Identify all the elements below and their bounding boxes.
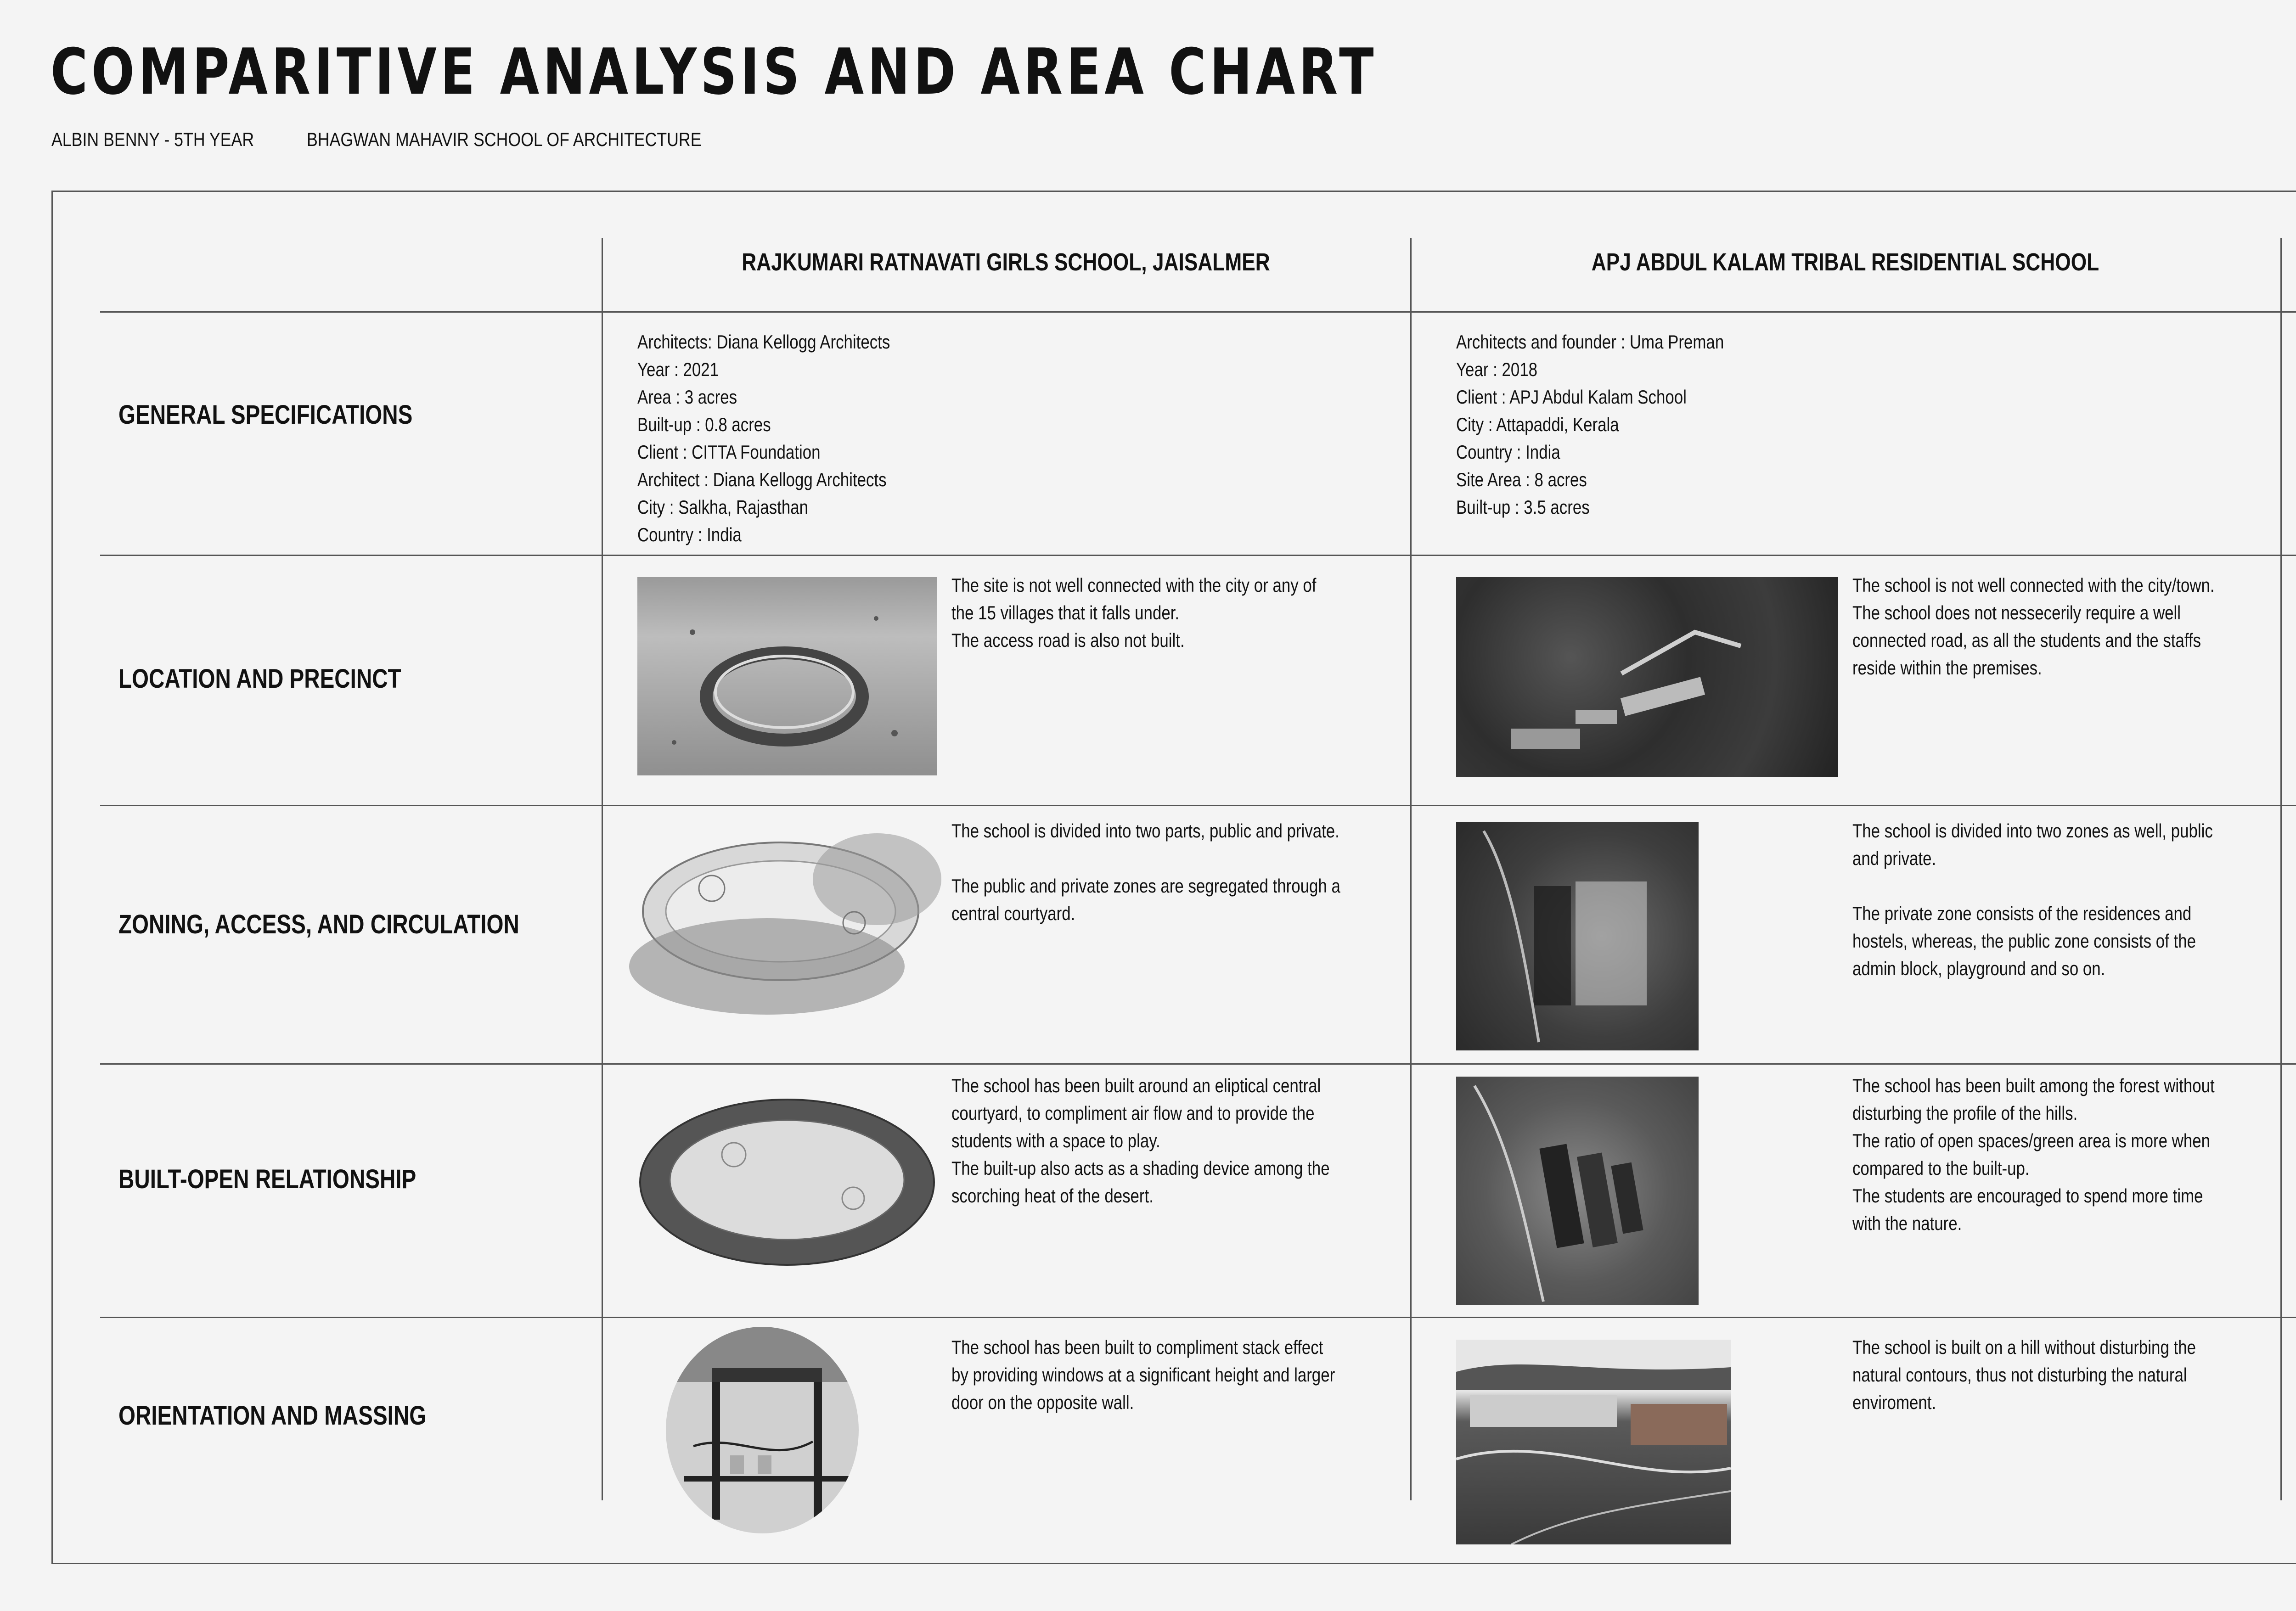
author-label: ALBIN BENNY - 5TH YEAR: [51, 129, 254, 150]
built-open-map-apj: [1456, 1077, 1699, 1305]
column-header-apj: APJ ABDUL KALAM TRIBAL RESIDENTIAL SCHOOL: [1591, 248, 2099, 276]
oval-building-icon: [637, 577, 937, 775]
row-divider: [100, 311, 2296, 313]
spec-apj: Architects and founder : Uma Preman Year : 2018 Client : APJ Abdul Kalam School City : Attapaddi, Kerala Country : India Site Area : 8 acres Built-up : 3.5 acres: [1456, 331, 1724, 518]
campus-blocks-icon: [1456, 1077, 1699, 1305]
row-label-general: GENERAL SPECIFICATIONS: [118, 400, 413, 430]
column-header-jaisalmer: RAJKUMARI RATNAVATI GIRLS SCHOOL, JAISALMER: [742, 248, 1270, 276]
hill-buildings-icon: [1456, 1340, 1731, 1544]
massing-photo-apj: [1456, 1340, 1731, 1544]
row-label-zoning: ZONING, ACCESS, AND CIRCULATION: [118, 909, 519, 939]
orientation-text-jaisalmer: The school has been built to compliment stack effect by providing windows at a significant height and larger door on the opposite wall.: [951, 1336, 1335, 1413]
column-divider: [602, 238, 603, 1500]
column-divider: [2280, 238, 2282, 1500]
courtyard-ellipse-icon: [637, 1081, 937, 1283]
row-divider: [100, 1063, 2296, 1065]
row-label-location: LOCATION AND PRECINCT: [118, 664, 401, 694]
stack-effect-section-icon: [666, 1327, 859, 1533]
orientation-text-apj: The school is built on a hill without disturbing the natural contours, thus not disturbing the natural enviroment.: [1852, 1336, 2196, 1413]
zoning-map-apj: [1456, 822, 1699, 1050]
site-aerial-photo-jaisalmer: [637, 577, 937, 775]
row-label-orientation: ORIENTATION AND MASSING: [118, 1401, 427, 1431]
site-aerial-photo-apj: [1456, 577, 1838, 777]
row-label-built-open: BUILT-OPEN RELATIONSHIP: [118, 1164, 416, 1194]
school-label: BHAGWAN MAHAVIR SCHOOL OF ARCHITECTURE: [307, 129, 702, 150]
built-open-diagram-jaisalmer: [637, 1081, 937, 1283]
zoning-ellipse-icon: [629, 820, 941, 1017]
row-divider: [100, 555, 2296, 556]
zoning-diagram-jaisalmer: [629, 820, 941, 1017]
built-open-text-apj: The school has been built among the forest without disturbing the profile of the hills. The ratio of open spaces/green area is more when compared to the built-up. The students are encouraged to spend more time with the nature.: [1852, 1075, 2215, 1234]
spec-jaisalmer: Architects: Diana Kellogg Architects Year : 2021 Area : 3 acres Built-up : 0.8 acres Client : CITTA Foundation Architect : Diana Kellogg Architects City : Salkha, Rajasthan Country : India: [637, 331, 890, 545]
row-divider: [100, 1317, 2296, 1318]
location-text-jaisalmer: The site is not well connected with the city or any of the 15 villages that it falls under. The access road is also not built.: [951, 574, 1317, 651]
zoning-overlay-icon: [1456, 822, 1699, 1050]
row-divider: [100, 805, 2296, 806]
column-divider: [1410, 238, 1412, 1500]
section-diagram-jaisalmer: [666, 1327, 859, 1533]
hillside-campus-icon: [1456, 577, 1838, 777]
location-text-apj: The school is not well connected with the city/town. The school does not nessecerily require a well connected road, as all the students and the staffs reside within the premises.: [1852, 574, 2215, 679]
zoning-text-jaisalmer: The school is divided into two parts, public and private. The public and private zones are segregated through a central courtyard.: [951, 820, 1340, 924]
built-open-text-jaisalmer: The school has been built around an eliptical central courtyard, to compliment air flow and to provide the students with a space to play. The built-up also acts as a shading device among the scorching heat of the desert.: [951, 1075, 1330, 1207]
page-title: COMPARITIVE ANALYSIS AND AREA CHART: [51, 35, 1378, 109]
zoning-text-apj: The school is divided into two zones as well, public and private. The private zone consists of the residences and hostels, whereas, the public zone consists of the admin block, playground and so on.: [1852, 820, 2213, 979]
